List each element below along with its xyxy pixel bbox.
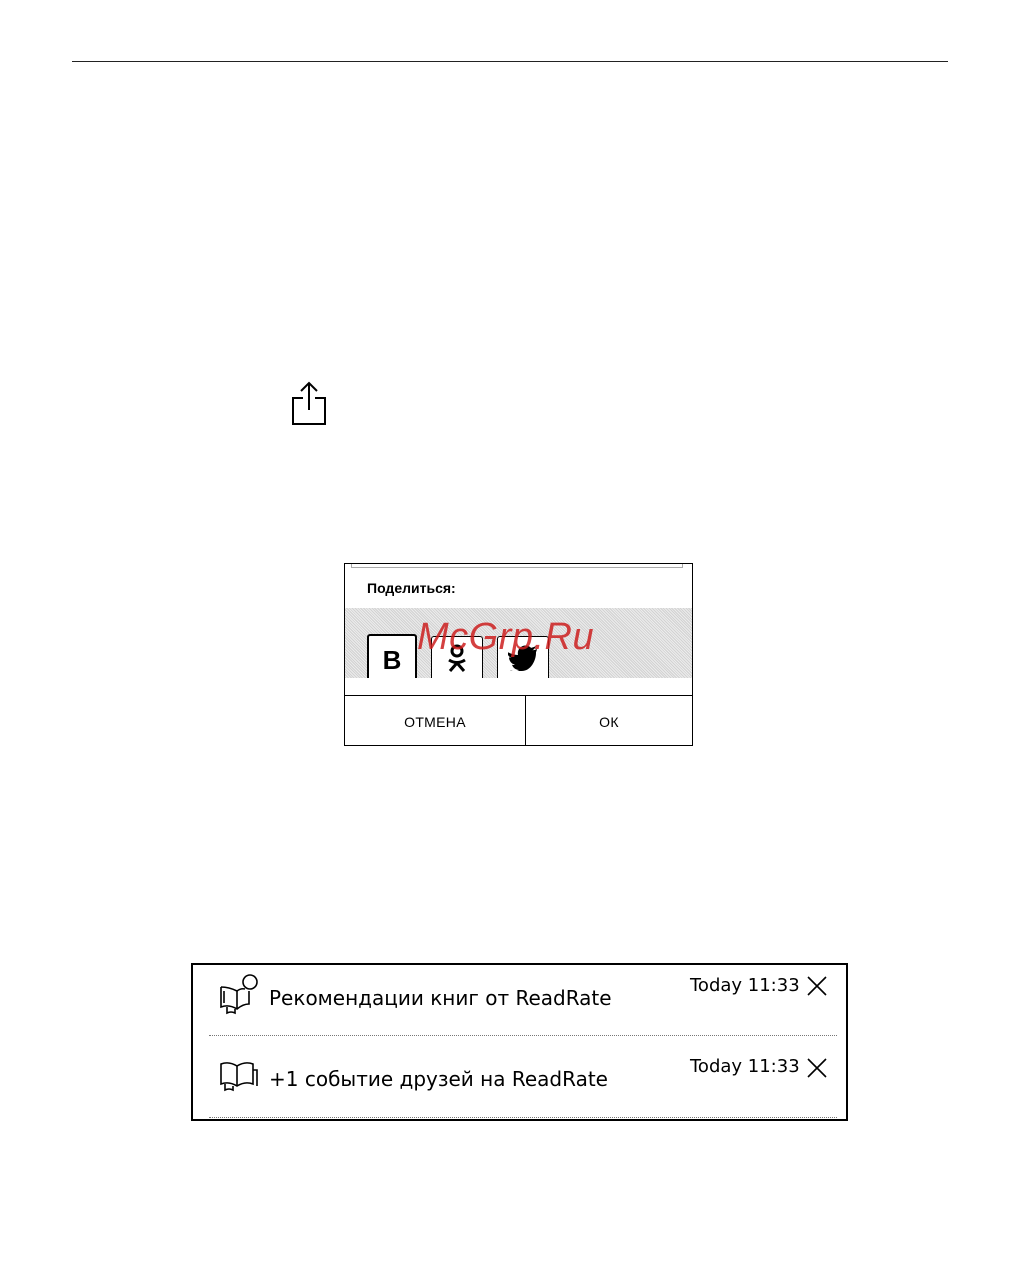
notification-time: Today 11:33	[690, 975, 800, 996]
notification-time: Today 11:33	[690, 1056, 800, 1077]
share-dialog	[344, 563, 693, 746]
vk-share-button[interactable]	[367, 634, 417, 678]
header-rule	[72, 61, 948, 62]
cancel-button[interactable]: ОТМЕНА	[345, 696, 526, 746]
dialog-buttons	[345, 695, 692, 746]
notifications-panel	[191, 963, 848, 1121]
notification-item[interactable]	[209, 1036, 837, 1118]
vk-icon: В	[382, 644, 402, 675]
ok-button[interactable]: ОК	[599, 714, 619, 730]
notification-item[interactable]	[209, 965, 837, 1036]
close-icon[interactable]	[806, 1057, 828, 1079]
dialog-top-edge	[351, 563, 683, 568]
share-icon[interactable]	[290, 380, 328, 426]
book-recommendation-icon	[217, 973, 261, 1017]
close-icon[interactable]	[806, 975, 828, 997]
dialog-title: Поделиться:	[367, 580, 456, 596]
notification-text: +1 событие друзей на ReadRate	[269, 1067, 608, 1091]
watermark: McGrp.Ru	[417, 616, 595, 658]
open-book-icon	[217, 1056, 261, 1100]
share-targets-band	[345, 608, 692, 678]
notification-text: Рекомендации книг от ReadRate	[269, 986, 612, 1010]
